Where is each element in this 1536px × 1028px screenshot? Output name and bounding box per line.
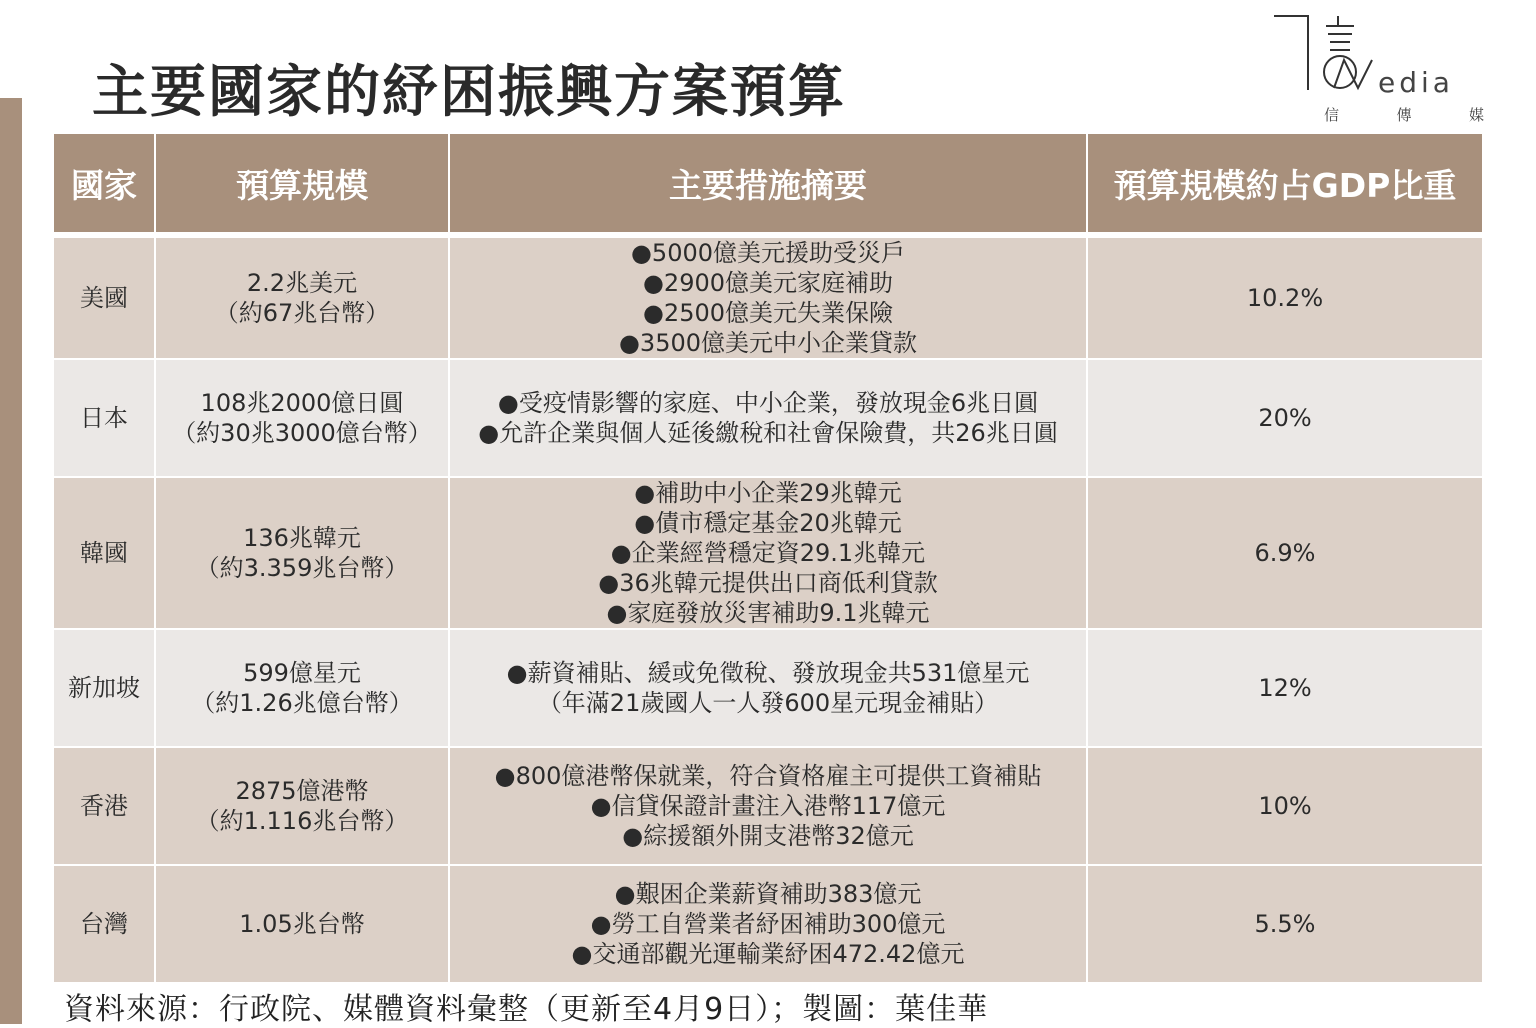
table-row [54,477,1482,629]
measure-item: ●綜援額外開支港幣32億元 [622,822,914,850]
budget-amount: 2.2兆美元 [246,269,358,297]
logo-mark-icon [1268,10,1388,100]
country-cell: 日本 [54,359,155,477]
measure-item: ●受疫情影響的家庭、中小企業，發放現金6兆日圓 [497,389,1039,417]
measure-item: （年滿21歲國人一人發600星元現金補貼） [537,689,999,717]
budget-cell [155,865,449,983]
left-accent-bar [0,98,22,1024]
measures-cell [449,477,1087,629]
header-gdp-share: 預算規模約占GDP比重 [1087,134,1482,235]
measure-item: ●2900億美元家庭補助 [642,269,894,297]
budget-cell [155,477,449,629]
country-cell: 台灣 [54,865,155,983]
measures-cell [449,359,1087,477]
gdp-share-cell: 6.9% [1087,477,1482,629]
header-budget: 預算規模 [155,134,449,235]
table-header-row [54,134,1482,235]
measure-item: ●允許企業與個人延後繳稅和社會保險費，共26兆日圓 [478,419,1058,447]
page-title: 主要國家的紓困振興方案預算 [92,60,846,125]
measures-cell [449,865,1087,983]
media-logo [1268,10,1498,128]
table-row [54,235,1482,359]
measure-item: ●2500億美元失業保險 [642,299,894,327]
gdp-share-cell: 5.5% [1087,865,1482,983]
measure-item: ●薪資補貼、緩或免徵稅、發放現金共531億星元 [506,659,1030,687]
country-cell: 新加坡 [54,629,155,747]
table-row [54,629,1482,747]
logo-sub-char: 傳 [1396,106,1412,124]
measure-item: ●債市穩定基金20兆韓元 [634,509,902,537]
table-row [54,359,1482,477]
country-cell: 香港 [54,747,155,865]
measure-item: ●3500億美元中小企業貸款 [618,329,918,357]
measure-item: ●艱困企業薪資補助383億元 [614,880,922,908]
measure-item: ●補助中小企業29兆韓元 [634,479,902,507]
source-note: 資料來源：行政院、媒體資料彙整（更新至4月9日）；製圖：葉佳華 [64,992,989,1027]
budget-table [54,134,1482,984]
country-cell: 韓國 [54,477,155,629]
measure-item: ●勞工自營業者紓困補助300億元 [590,910,946,938]
measure-item: ●800億港幣保就業，符合資格雇主可提供工資補貼 [494,762,1042,790]
gdp-share-cell: 12% [1087,629,1482,747]
measure-item: ●家庭發放災害補助9.1兆韓元 [606,599,930,627]
measures-cell [449,235,1087,359]
budget-amount: 108兆2000億日圓 [200,389,404,417]
logo-sub-char: 媒 [1468,106,1484,124]
measure-item: ●交通部觀光運輸業紓困472.42億元 [571,940,965,968]
budget-converted: （約67兆台幣） [214,299,390,327]
budget-converted: （約30兆3000億台幣） [172,419,432,447]
gdp-share-cell: 20% [1087,359,1482,477]
gdp-share-cell: 10.2% [1087,235,1482,359]
measures-cell [449,629,1087,747]
budget-converted: （約1.116兆台幣） [195,807,409,835]
measure-item: ●信貸保證計畫注入港幣117億元 [590,792,946,820]
header-country: 國家 [54,134,155,235]
logo-subtitle [1324,104,1484,125]
logo-sub-char: 信 [1324,106,1340,124]
measures-cell [449,747,1087,865]
measure-item: ●5000億美元援助受災戶 [630,239,906,267]
budget-cell [155,235,449,359]
budget-amount: 136兆韓元 [243,524,361,552]
table-row [54,865,1482,983]
budget-amount: 1.05兆台幣 [239,910,365,938]
measure-item: ●企業經營穩定資29.1兆韓元 [610,539,926,567]
budget-amount: 599億星元 [243,659,361,687]
logo-wordmark: edia [1378,66,1454,99]
budget-converted: （約1.26兆億台幣） [191,689,413,717]
budget-cell [155,629,449,747]
table-row [54,747,1482,865]
header-measures: 主要措施摘要 [449,134,1087,235]
budget-amount: 2875億港幣 [235,777,369,805]
country-cell: 美國 [54,235,155,359]
budget-converted: （約3.359兆台幣） [195,554,409,582]
budget-cell [155,747,449,865]
budget-cell [155,359,449,477]
measure-item: ●36兆韓元提供出口商低利貸款 [598,569,938,597]
gdp-share-cell: 10% [1087,747,1482,865]
